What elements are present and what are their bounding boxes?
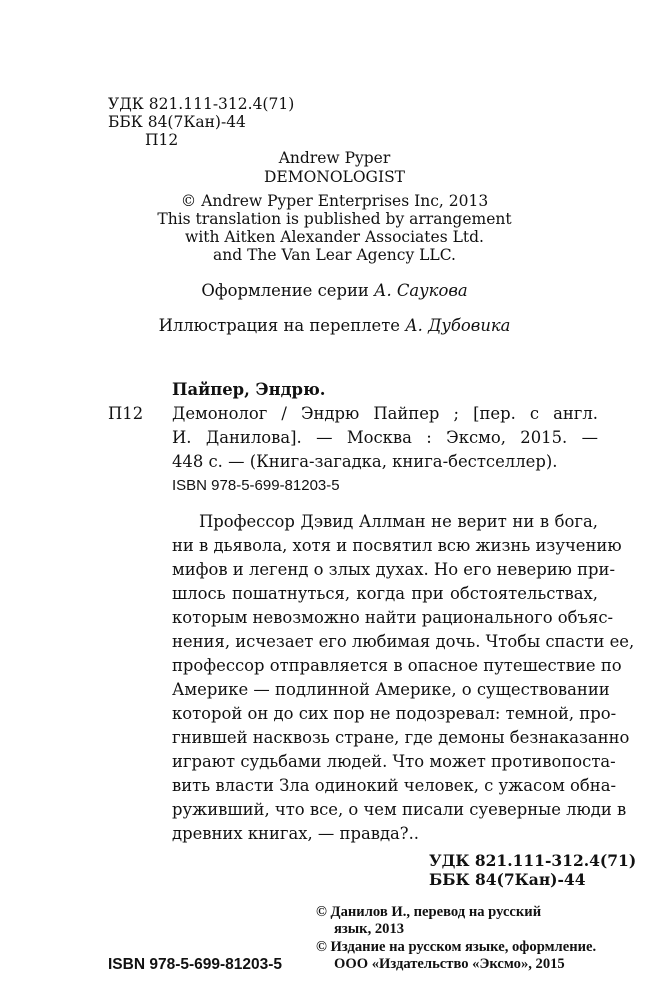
series-design-name: А. Саукова [374, 281, 468, 300]
cover-illustration-label: Иллюстрация на переплете [158, 316, 401, 335]
footer-isbn: ISBN 978-5-699-81203-5 [108, 956, 283, 973]
footer-udk-code: УДК 821.111-312.4(71) [429, 851, 637, 870]
annotation-line: древних книгах, — правда?.. [172, 824, 420, 843]
annotation-line: вить власти Зла одинокий человек, с ужасом обна- [172, 776, 617, 795]
catalog-isbn: ISBN 978-5-699-81203-5 [172, 477, 340, 494]
cover-illustration-credit [0, 318, 669, 334]
series-design-credit [0, 283, 669, 299]
catalog-code: П12 [108, 404, 144, 423]
series-design-label: Оформление серии [201, 281, 369, 300]
original-author: Andrew Pyper [278, 149, 391, 167]
original-copyright: © Andrew Pyper Enterprises Inc, 2013 [180, 192, 489, 210]
edition-copyright: © Издание на русском языке, оформление. [316, 939, 597, 955]
annotation-line: ни в дьявола, хотя и посвятил всю жизнь изучению [172, 536, 622, 555]
annotation-line: которым невозможно найти рационального объяс- [172, 608, 614, 627]
publisher-copyright: ООО «Издательство «Эксмо», 2015 [334, 956, 565, 972]
annotation-line: мифов и легенд о злых духах. Но его неверию при- [172, 560, 615, 579]
annotation-line: нения, исчезает его любимая дочь. Чтобы спасти ее, [172, 632, 635, 651]
annotation-line: руживший, что все, о чем писали суеверные люди в [172, 800, 627, 819]
translation-copyright-year: язык, 2013 [334, 921, 405, 937]
translation-rights-line: This translation is published by arrangement [157, 210, 512, 228]
annotation-line: Профессор Дэвид Аллман не верит ни в бога, [199, 512, 598, 531]
annotation-line: играют судьбами людей. Что может противопоста- [172, 752, 616, 771]
translation-copyright: © Данилов И., перевод на русский [316, 904, 542, 920]
translation-rights-line: and The Van Lear Agency LLC. [213, 246, 456, 264]
catalog-description-line: Демонолог / Эндрю Пайпер ; [пер. с англ. [172, 404, 598, 423]
annotation-line: Америке — подлинной Америке, о существовании [172, 680, 610, 699]
catalog-description-line: 448 с. — (Книга-загадка, книга-бестселлер). [172, 452, 558, 471]
footer-bbk-code: ББК 84(7Кан)-44 [429, 870, 586, 889]
bbk-code: ББК 84(7Кан)-44 [108, 113, 246, 131]
annotation-line: гнившей насквозь стране, где демоны безнаказанно [172, 728, 630, 747]
translation-rights-line: with Aitken Alexander Associates Ltd. [185, 228, 484, 246]
catalog-heading: Пайпер, Эндрю. [172, 380, 326, 399]
annotation-line: шлось пошатнуться, когда при обстоятельствах, [172, 584, 598, 603]
original-title: DEMONOLOGIST [263, 168, 406, 186]
udk-code: УДК 821.111-312.4(71) [108, 95, 295, 113]
annotation-line: профессор отправляется в опасное путешествие по [172, 656, 622, 675]
catalog-description-line: И. Данилова]. — Москва : Эксмо, 2015. — [172, 428, 598, 447]
author-sign: П12 [145, 131, 179, 149]
cover-illustration-name: А. Дубовика [405, 316, 511, 335]
annotation-line: которой он до сих пор не подозревал: темной, про- [172, 704, 617, 723]
